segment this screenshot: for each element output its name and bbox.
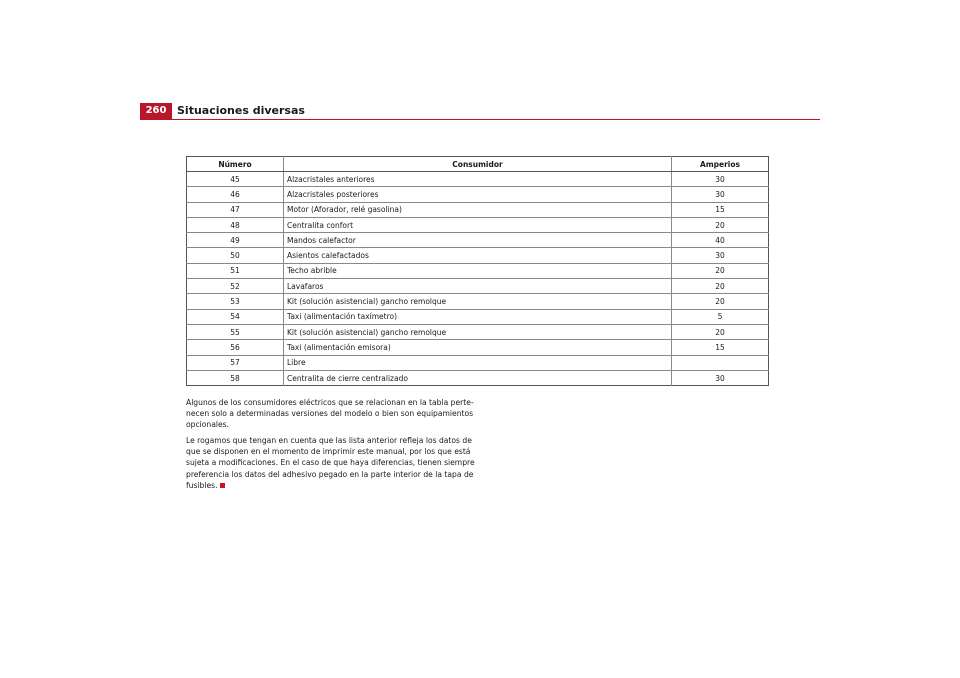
- fuse-amps-cell: 20: [672, 294, 769, 309]
- fuse-amps-cell: [672, 355, 769, 370]
- fuse-consumer-cell: Alzacristales posteriores: [284, 187, 672, 202]
- fuse-amps-cell: 15: [672, 340, 769, 355]
- fuse-consumer-cell: Alzacristales anteriores: [284, 172, 672, 187]
- table-row: [187, 370, 769, 385]
- fuse-amps-cell: 20: [672, 263, 769, 278]
- page-number: 260: [140, 103, 172, 119]
- fuse-consumer-cell: Asientos calefactados: [284, 248, 672, 263]
- fuse-amps-cell: 5: [672, 309, 769, 324]
- fuse-number-cell: 53: [187, 294, 284, 309]
- table-header-row: [187, 157, 769, 172]
- fuse-consumer-cell: Centralita confort: [284, 217, 672, 232]
- fuse-number-cell: 45: [187, 172, 284, 187]
- table-row: [187, 340, 769, 355]
- fuse-amps-cell: 30: [715, 174, 725, 184]
- fuse-number-cell: 57: [187, 355, 284, 370]
- section-title: Situaciones diversas: [177, 104, 305, 117]
- end-of-section-icon: [220, 483, 225, 488]
- table-row: [187, 248, 769, 263]
- table-row: [187, 202, 769, 217]
- table-row: [187, 324, 769, 339]
- fuse-table: [186, 156, 769, 386]
- fuse-number-cell: 54: [187, 309, 284, 324]
- fuse-consumer-cell: Libre: [284, 355, 672, 370]
- table-row: [187, 279, 769, 294]
- fuse-amps-cell: 30: [672, 248, 769, 263]
- table-row: [187, 263, 769, 278]
- fuse-consumer-cell: Mandos calefactor: [284, 233, 672, 248]
- fuse-consumer-cell: Lavafaros: [284, 279, 672, 294]
- fuse-consumer-cell: Techo abrible: [284, 263, 672, 278]
- fuse-amps-cell: 20: [672, 217, 769, 232]
- table-row: [187, 233, 769, 248]
- table-row: [187, 187, 769, 202]
- fuse-amps-cell: 20: [672, 279, 769, 294]
- fuse-number-cell: 47: [187, 202, 284, 217]
- fuse-number-cell: 49: [187, 233, 284, 248]
- fuse-number-cell: 48: [187, 217, 284, 232]
- fuse-amps-cell: 30: [672, 370, 769, 385]
- fuse-number-cell: 58: [187, 370, 284, 385]
- fuse-amps-cell: 15: [672, 202, 769, 217]
- column-header-number: Número: [187, 157, 284, 172]
- fuse-consumer-cell: Kit (solución asistencial) gancho remolque: [284, 294, 672, 309]
- fuse-amps-cell: 40: [672, 233, 769, 248]
- table-row: [187, 217, 769, 232]
- page-header: [140, 103, 820, 120]
- fuse-amps-cell: 30: [672, 187, 769, 202]
- fuse-amps-cell: 20: [672, 324, 769, 339]
- fuse-number-cell: 51: [187, 263, 284, 278]
- table-row: [187, 355, 769, 370]
- fuse-consumer-cell: Taxi (alimentación emisora): [284, 340, 672, 355]
- table-body: [187, 172, 769, 386]
- paragraph-optional-consumers: Algunos de los consumidores eléctricos que se relacionan en la tabla perte-necen solo a determinadas versiones del modelo o bien son equipamientos opcionales.: [186, 398, 474, 430]
- fuse-number-cell: 46: [187, 187, 284, 202]
- table-row: [187, 294, 769, 309]
- table-row: [187, 172, 769, 187]
- paragraph-list-note: [186, 435, 476, 491]
- fuse-consumer-cell: Centralita de cierre centralizado: [284, 370, 672, 385]
- fuse-consumer-cell: Kit (solución asistencial) gancho remolque: [284, 324, 672, 339]
- fuse-consumer-cell: Taxi (alimentación taxímetro): [284, 309, 672, 324]
- column-header-consumer: Consumidor: [284, 157, 672, 172]
- fuse-consumer-cell: Motor (Aforador, relé gasolina): [284, 202, 672, 217]
- fuse-number-cell: 52: [187, 279, 284, 294]
- paragraph-list-note-text: Le rogamos que tengan en cuenta que las lista anterior refleja los datos de que se disponen en el momento de imprimir este manual, por los que está sujeta a modificaciones. En el caso de que haya diferencias, tienen siempre preferencia los datos del adhesivo pegado en la parte interior de la tapa de fusibles.: [186, 436, 475, 490]
- column-header-amps: Amperios: [672, 157, 769, 172]
- fuse-number-cell: 55: [187, 324, 284, 339]
- fuse-number-cell: 50: [187, 248, 284, 263]
- table-row: [187, 309, 769, 324]
- fuse-number-cell: 56: [187, 340, 284, 355]
